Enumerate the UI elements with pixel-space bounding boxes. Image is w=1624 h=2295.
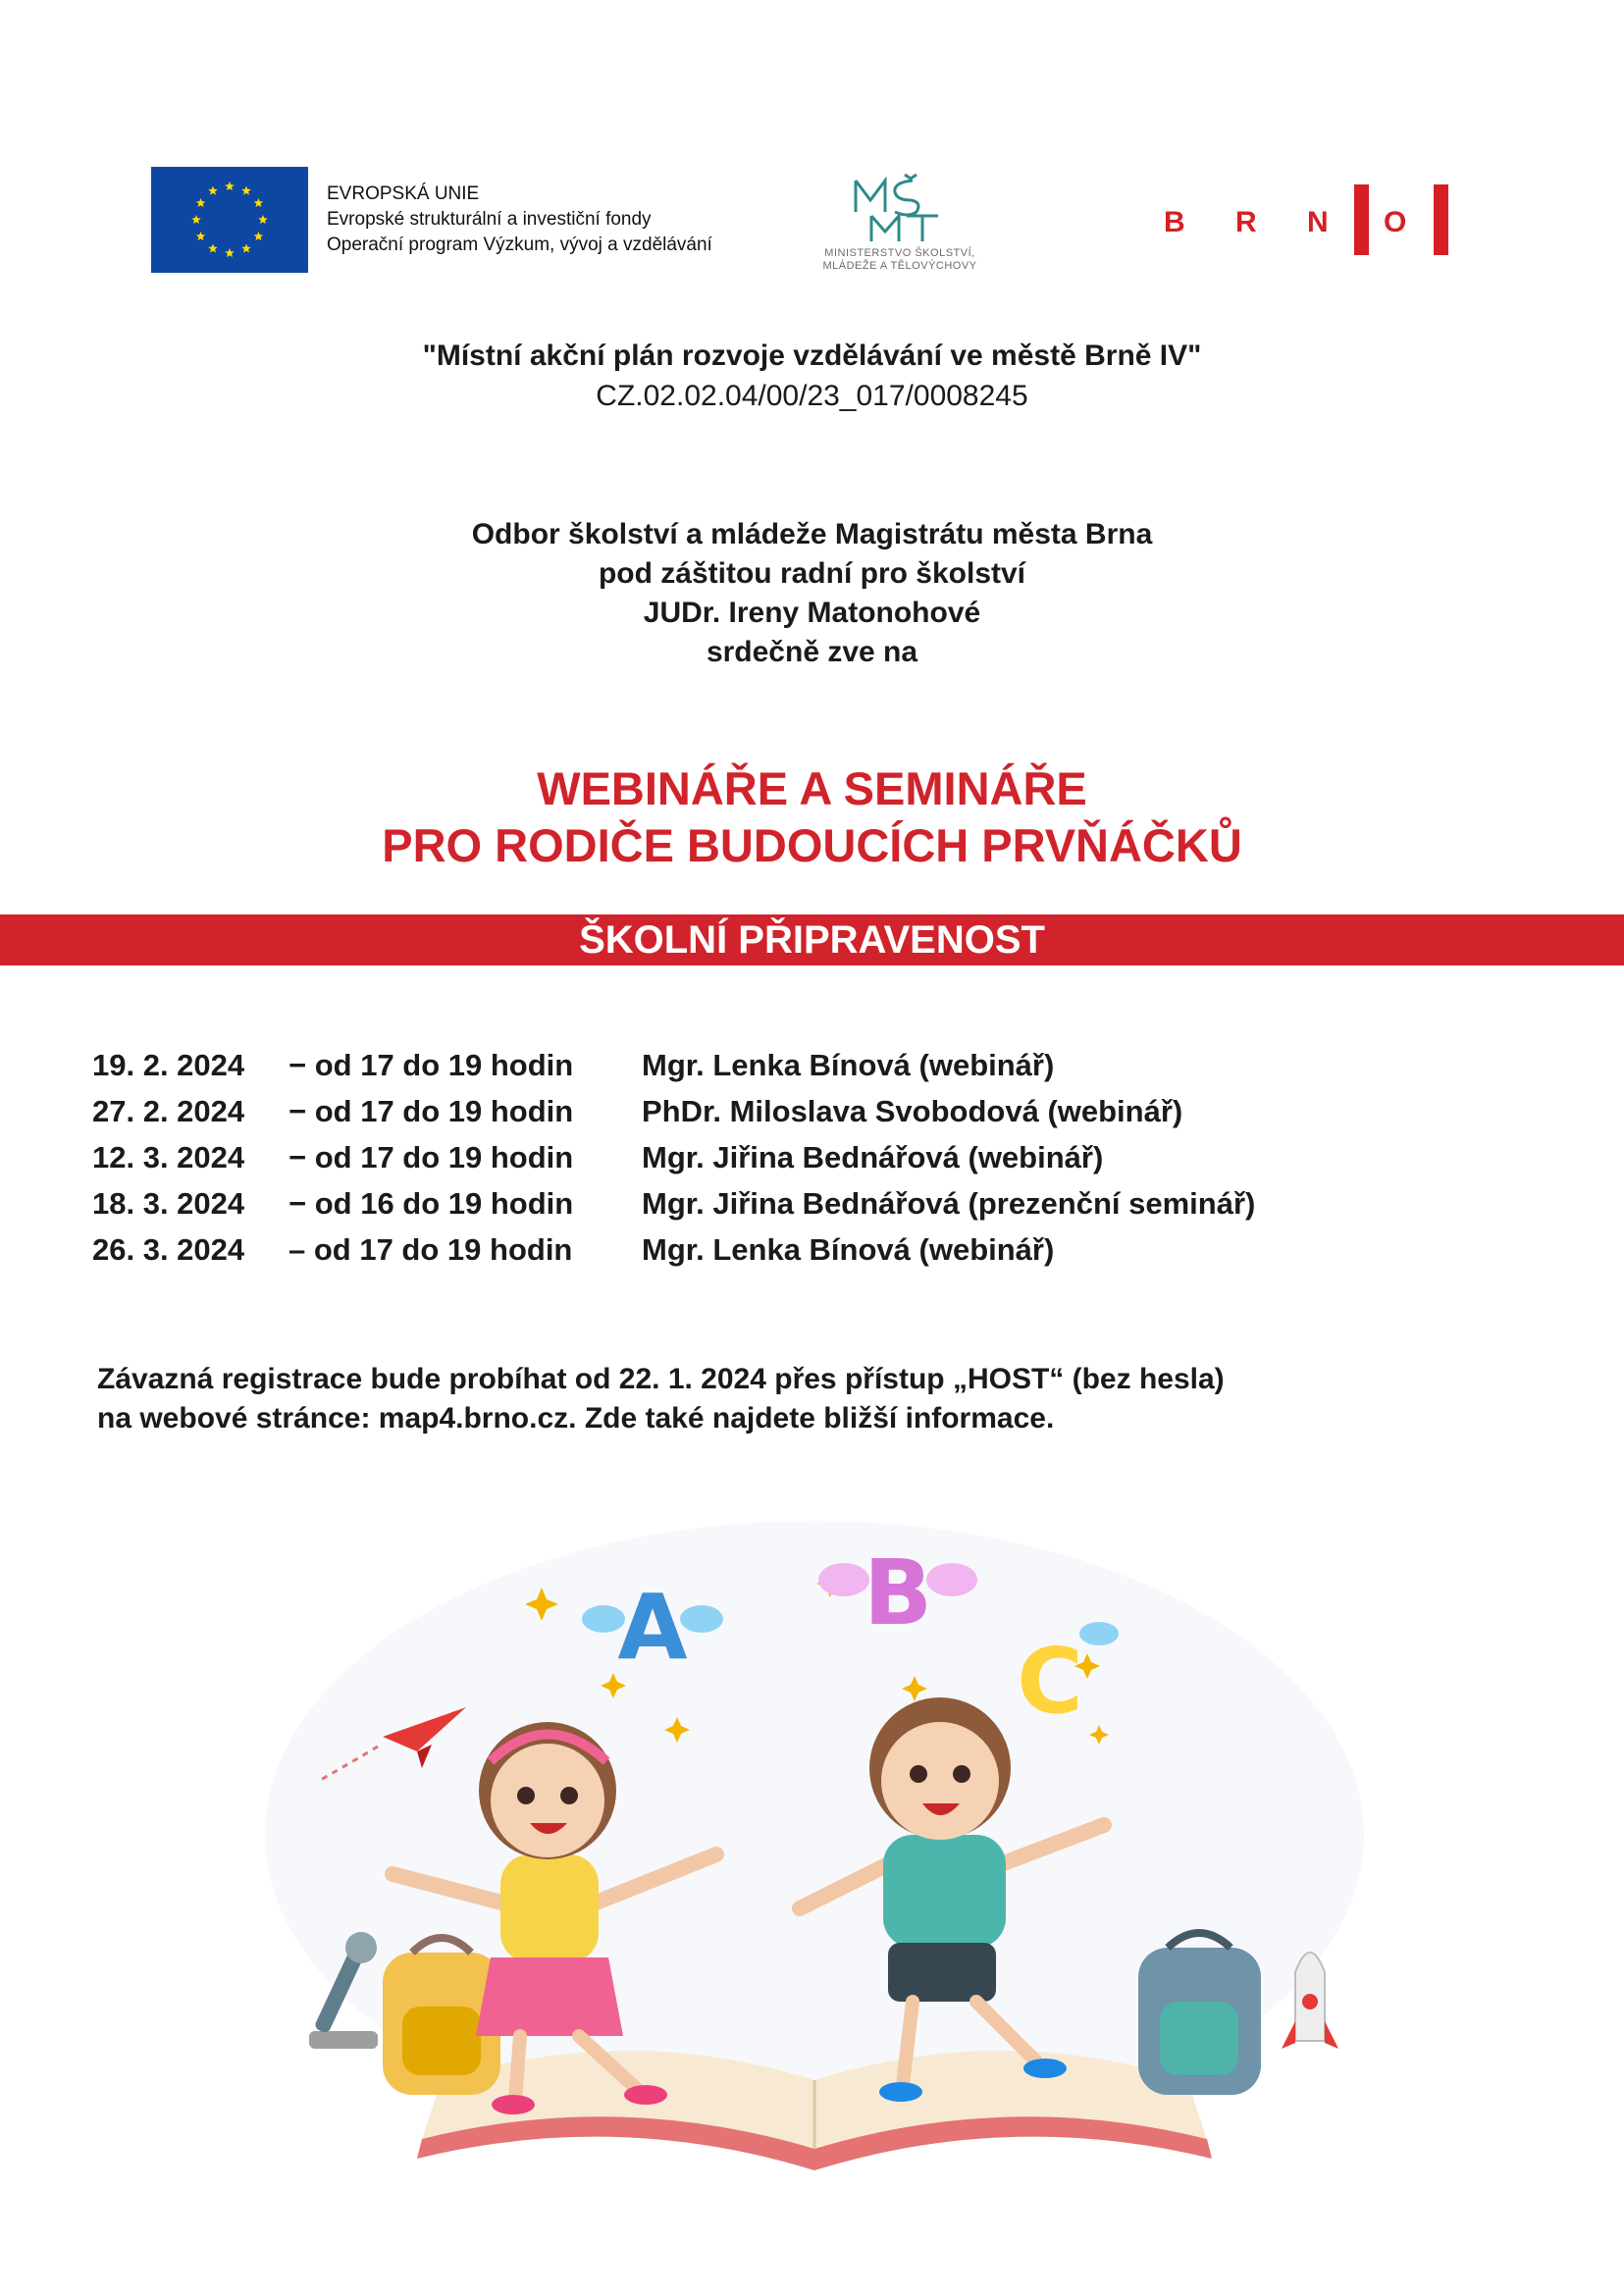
eu-star — [225, 182, 235, 190]
brno-bar-left — [1354, 184, 1369, 255]
schedule-speaker: Mgr. Lenka Bínová (webinář) — [642, 1232, 1055, 1267]
headline-line-2: PRO RODIČE BUDOUCÍCH PRVŇÁČKŮ — [382, 819, 1242, 871]
schedule-speaker: Mgr. Jiřina Bednářová (webinář) — [642, 1140, 1104, 1174]
schedule-time: − od 17 do 19 hodin — [288, 1140, 574, 1174]
letter-c: C — [1017, 1629, 1083, 1734]
msmt-monogram-icon — [797, 171, 1003, 247]
schedule-row — [92, 1186, 1525, 1232]
eu-star — [208, 243, 218, 252]
headline-line-1: WEBINÁŘE A SEMINÁŘE — [537, 762, 1087, 814]
schedule-date: 19. 2. 2024 — [92, 1048, 245, 1082]
eu-star — [225, 248, 235, 257]
eu-star — [208, 186, 218, 195]
invite-line-2: pod záštitou radní pro školství — [598, 557, 1026, 590]
eu-funds-line: Evropské strukturální a investiční fondy — [327, 209, 652, 230]
banner-label: ŠKOLNÍ PŘIPRAVENOST — [579, 918, 1045, 962]
msmt-name-line2: MLÁDEŽE A TĚLOVÝCHOVY — [822, 260, 977, 272]
headline — [0, 760, 1624, 874]
eu-star — [191, 215, 201, 224]
registration-line-1: Závazná registrace bude probíhat od 22. 1. 2024 přes přístup „HOST“ (bez hesla) — [97, 1363, 1225, 1395]
registration-line-2: na webové stránce: map4.brno.cz. Zde také najdete bližší informace. — [97, 1402, 1055, 1434]
brno-letter-b: B — [1164, 206, 1185, 238]
eu-star — [241, 243, 251, 252]
registration-note — [97, 1360, 1520, 1438]
brno-letter-n: N — [1307, 206, 1329, 238]
schedule-row — [92, 1094, 1525, 1140]
schedule-time: − od 17 do 19 hodin — [288, 1048, 574, 1082]
eu-flag-logo — [151, 167, 308, 273]
eu-name: EVROPSKÁ UNIE — [327, 183, 480, 204]
invite-line-4: srdečně zve na — [706, 636, 918, 668]
eu-star — [254, 232, 264, 240]
schedule-list — [92, 1048, 1525, 1278]
invite-line-3: JUDr. Ireny Matonohové — [643, 597, 981, 629]
schedule-row — [92, 1232, 1525, 1278]
schedule-row — [92, 1048, 1525, 1094]
eu-logo-text — [327, 182, 712, 258]
schedule-speaker: Mgr. Lenka Bínová (webinář) — [642, 1048, 1055, 1082]
schedule-date: 18. 3. 2024 — [92, 1186, 245, 1221]
schedule-speaker: Mgr. Jiřina Bednářová (prezenční seminář) — [642, 1186, 1256, 1221]
schedule-speaker: PhDr. Miloslava Svobodová (webinář) — [642, 1094, 1183, 1128]
eu-star — [258, 215, 268, 224]
schedule-date: 12. 3. 2024 — [92, 1140, 245, 1174]
msmt-logo — [797, 171, 1003, 274]
msmt-name-line1: MINISTERSTVO ŠKOLSTVÍ, — [824, 247, 975, 259]
invitation-text — [0, 515, 1624, 672]
schedule-row — [92, 1140, 1525, 1186]
invite-line-1: Odbor školství a mládeže Magistrátu města Brna — [471, 518, 1153, 550]
project-code: CZ.02.02.04/00/23_017/0008245 — [596, 380, 1028, 412]
children-book-illustration — [236, 1511, 1393, 2198]
project-title: "Místní akční plán rozvoje vzdělávání ve městě Brně IV" — [422, 339, 1202, 372]
letter-b: B — [863, 1540, 933, 1645]
schedule-date: 26. 3. 2024 — [92, 1232, 245, 1267]
schedule-time: − od 16 do 19 hodin — [288, 1186, 574, 1221]
eu-star — [254, 198, 264, 207]
eu-star — [196, 232, 206, 240]
eu-star — [241, 186, 251, 195]
eu-star — [196, 198, 206, 207]
schedule-time: − od 17 do 19 hodin — [288, 1094, 574, 1128]
eu-stars-icon — [151, 167, 308, 273]
schedule-date: 27. 2. 2024 — [92, 1094, 245, 1128]
brno-logo — [1164, 184, 1478, 257]
blue-backpack-icon — [1138, 1933, 1261, 2095]
letter-a: A — [617, 1575, 688, 1680]
eu-programme-line: Operační program Výzkum, vývoj a vzdělávání — [327, 235, 712, 255]
brno-bar-right — [1434, 184, 1448, 255]
brno-letter-r: R — [1235, 206, 1257, 238]
brno-letter-o: O — [1384, 206, 1407, 238]
schedule-time: – od 17 do 19 hodin — [288, 1232, 573, 1267]
illustration-graphic — [236, 1511, 1393, 2198]
